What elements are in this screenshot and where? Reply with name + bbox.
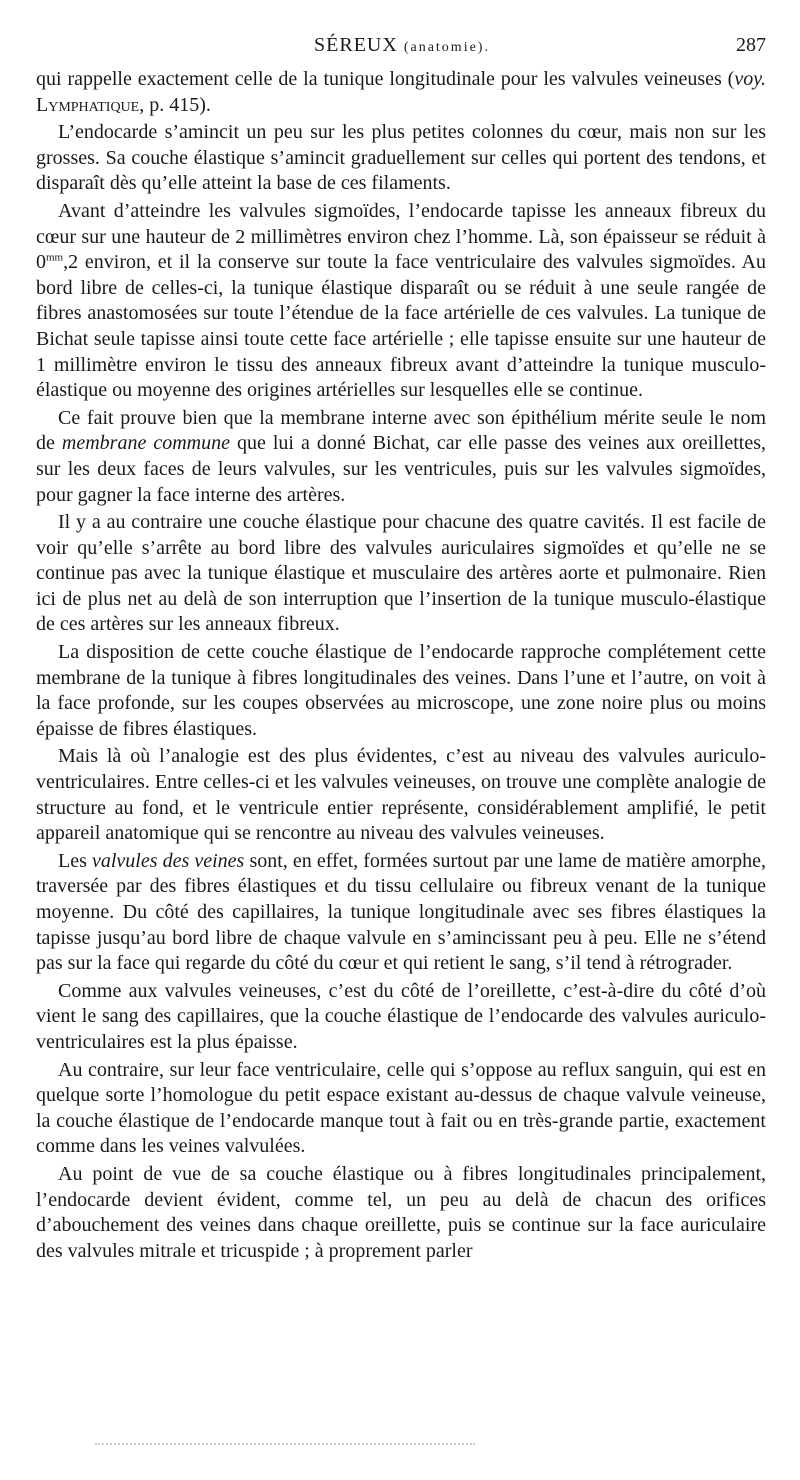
footer-rule: [95, 1443, 475, 1447]
p1-text-e: , p. 415).: [139, 93, 211, 116]
paragraph-10: Au contraire, sur leur face ventriculaire, celle qui s’oppose au reflux sanguin, qui est en quelque sorte l’homologue du petit espace existant au-dessus de chaque valvule veineuse, la couche élastique de l’endocarde manque tout à fait ou en très-grande partie, exactement comme dans les veines valvulées.: [36, 1058, 766, 1158]
p4-text-a: Ce fait prouve bien que la membrane interne avec son épithélium mérite seule le nom de: [36, 406, 766, 455]
p1-italic: voy.: [734, 68, 766, 90]
p4-text-c: que lui a donné Bichat, car elle passe des veines aux oreillettes, sur les deux faces de leurs valvules, sur les ventricules, puis sur les valvules sigmoïdes, pour gagner la face interne des artères.: [36, 432, 766, 506]
p4-italic: membrane commune: [61, 432, 230, 455]
title-main: SÉREUX: [314, 34, 398, 56]
p8-text-c: sont, en effet, formées surtout par une lame de matière amorphe, traversée par des fibres élastiques et du tissu cellulaire ou fibreux venant de la tunique moyenne. Du côté des capillaires, la tunique longitudinale avec ses fibres élastiques la tapisse jusqu’au bord libre de chaque valvule en s’amincissant peu à peu. Elle ne s’étend pas sur la face qui regarde du côté du cœur et qui retient le sang, s’il tend à rétrograder.: [36, 849, 766, 975]
p3-text-a: Avant d’atteindre les valvules sigmoïdes, l’endocarde tapisse les anneaux fibreux du cœur sur une hauteur de 2 millimètres environ chez l’homme. Là, son épaisseur se réduit à 0: [36, 199, 766, 274]
p3-superscript: mm: [46, 251, 64, 264]
p3-text-b: ,2 environ, et il la conserve sur toute la face ventriculaire des valvules sigmoïdes. Au bord libre de celles-ci, la tunique élastique disparaît ou se réduit à une seule rangée de fibres anastomosées sur toute l’étendue de la face artérielle de ces valvules. La tunique de Bichat seule tapisse ainsi toute cette face artérielle ; elle tapisse ensuite sur une hauteur de 1 millimètre environ le tissu des anneaux fibreux avant d’atteindre la tunique musculo-élastique ou moyenne des origines artérielles sur lesquelles elle se continue.: [36, 251, 766, 402]
body-text: [36, 67, 766, 1266]
p1-smallcaps: Lymphatique: [36, 93, 140, 116]
p8-text-a: Les: [58, 849, 92, 872]
paragraph-6: La disposition de cette couche élastique de l’endocarde rapproche complétement cette membrane de la tunique à fibres longitudinales des veines. Dans l’une et l’autre, on voit à la face profonde, sur les coupes observées au microscope, une zone noire plus ou moins épaisse de fibres élastiques.: [36, 641, 766, 740]
paragraph-5: Il y a au contraire une couche élastique pour chacune des quatre cavités. Il est facile de voir qu’elle s’arrête au bord libre des valvules auriculaires sigmoïdes et qu’elle ne se continue pas avec la tunique élastique et musculaire des artères aorte et pulmonaire. Rien ici de plus net au delà de son interruption que l’insertion de la tunique musculo-élastique de ces artères sur les anneaux fibreux.: [36, 511, 766, 636]
running-header: [38, 30, 766, 60]
running-title: [38, 34, 766, 57]
paragraph-9: Comme aux valvules veineuses, c’est du côté de l’oreillette, c’est-à-dire du côté d’où vient le sang des capillaires, que la couche élastique de l’endocarde des valvules auriculo-ventriculaires est la plus épaisse.: [36, 979, 766, 1053]
paragraph-4: [36, 406, 766, 508]
paragraph-8: [36, 849, 766, 977]
p1-text-a: qui rappelle exactement celle de la tunique longitudinale pour les valvules veineuses (: [36, 68, 735, 90]
paragraph-3: [36, 199, 766, 404]
title-paren: (anatomie).: [403, 40, 490, 55]
paragraph-1: [36, 67, 766, 118]
paragraph-2: L’endocarde s’amincit un peu sur les plus petites colonnes du cœur, mais non sur les grosses. Sa couche élastique s’amincit graduellement sur celles qui portent des tendons, et disparaît dès qu’elle atteint la base de ces filaments.: [36, 121, 766, 195]
p8-italic: valvules des veines: [91, 849, 245, 872]
paragraph-7: Mais là où l’analogie est des plus évidentes, c’est au niveau des valvules auriculo-ventriculaires. Entre celles-ci et les valvules veineuses, on trouve une complète analogie de structure au fond, et le ventricule entier représente, considérablement amplifié, le petit appareil anatomique qui se rencontre au niveau des valvules veineuses.: [36, 745, 766, 845]
paragraph-11: Au point de vue de sa couche élastique ou à fibres longitudinales principalement, l’endocarde devient évident, comme tel, un peu au delà de chacun des orifices d’abouchement des veines dans chaque oreillette, puis se continue sur la face auriculaire des valvules mitrale et tricuspide ; à proprement parler: [36, 1162, 766, 1262]
page-number: 287: [736, 34, 766, 56]
